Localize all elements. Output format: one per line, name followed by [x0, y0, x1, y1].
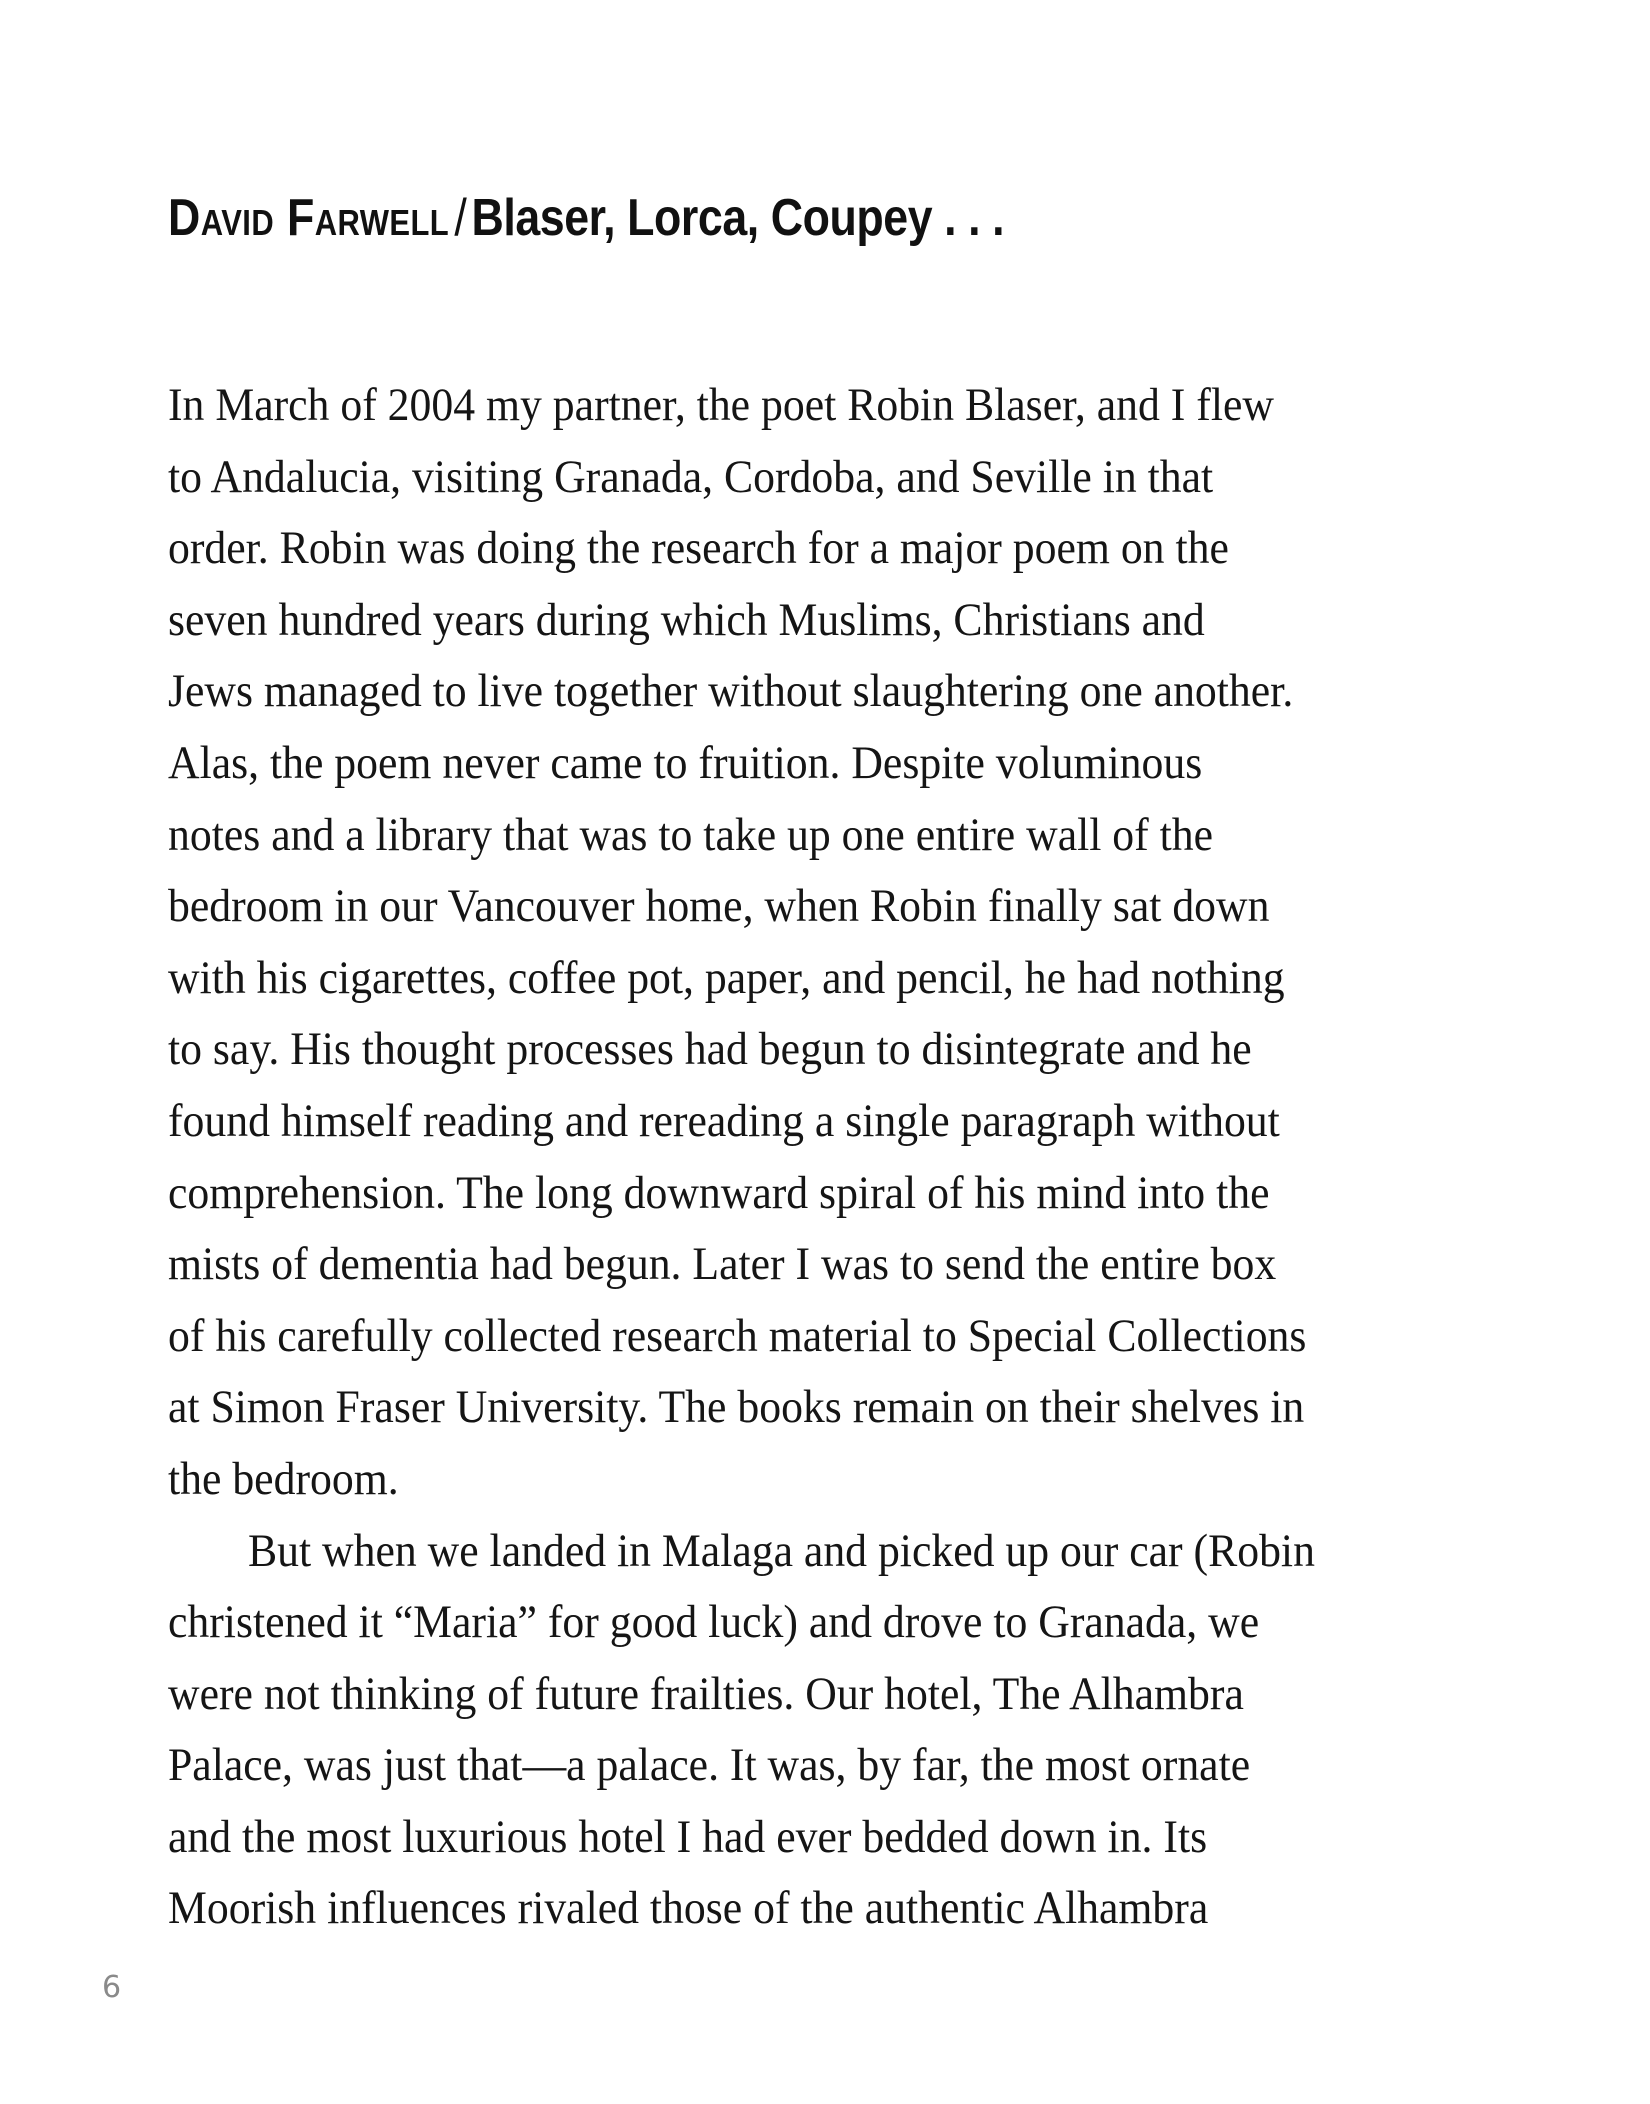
text-line: to Andalucia, visiting Granada, Cordoba, and Seville in that — [168, 450, 1214, 503]
text-line: mists of dementia had begun. Later I was to send the entire box — [168, 1238, 1277, 1291]
text-line: notes and a library that was to take up one entire wall of the — [168, 808, 1214, 861]
body-text — [168, 370, 1528, 1945]
text-line: Alas, the poem never came to fruition. Despite voluminous — [168, 736, 1203, 789]
text-line: But when we landed in Malaga and picked up our car (Robin — [247, 1524, 1315, 1577]
text-line: In March of 2004 my partner, the poet Robin Blaser, and I flew — [168, 379, 1274, 431]
text-line: order. Robin was doing the research for a major poem on the — [168, 522, 1229, 575]
text-line: the bedroom. — [168, 1452, 399, 1505]
header-author: David Farwell — [168, 189, 450, 247]
text-line: Palace, was just that—a palace. It was, by far, the most ornate — [168, 1739, 1251, 1792]
paragraph-1 — [168, 370, 1528, 1516]
page-number: 6 — [102, 1970, 122, 2005]
text-line: bedroom in our Vancouver home, when Robin finally sat down — [168, 880, 1270, 933]
text-line: at Simon Fraser University. The books remain on their shelves in — [168, 1381, 1305, 1434]
header-separator: / — [454, 189, 467, 247]
text-line: found himself reading and rereading a single paragraph without — [168, 1094, 1280, 1147]
paragraph-2 — [168, 1516, 1528, 1946]
text-line: Jews managed to live together without slaughtering one another. — [168, 665, 1294, 718]
text-line: comprehension. The long downward spiral of his mind into the — [168, 1166, 1270, 1219]
text-line: to say. His thought processes had begun to disintegrate and he — [168, 1023, 1252, 1076]
text-line: and the most luxurious hotel I had ever bedded down in. Its — [168, 1810, 1208, 1863]
text-line: of his carefully collected research material to Special Collections — [168, 1309, 1307, 1362]
header-title: Blaser, Lorca, Coupey . . . — [471, 189, 1005, 247]
text-line: with his cigarettes, coffee pot, paper, and pencil, he had nothing — [168, 951, 1285, 1004]
text-line: Moorish influences rivaled those of the authentic Alhambra — [168, 1882, 1209, 1935]
running-header — [168, 186, 1004, 250]
text-line: christened it “Maria” for good luck) and drove to Granada, we — [168, 1596, 1260, 1649]
text-line: seven hundred years during which Muslims, Christians and — [168, 593, 1205, 646]
text-line: were not thinking of future frailties. Our hotel, The Alhambra — [168, 1667, 1244, 1720]
